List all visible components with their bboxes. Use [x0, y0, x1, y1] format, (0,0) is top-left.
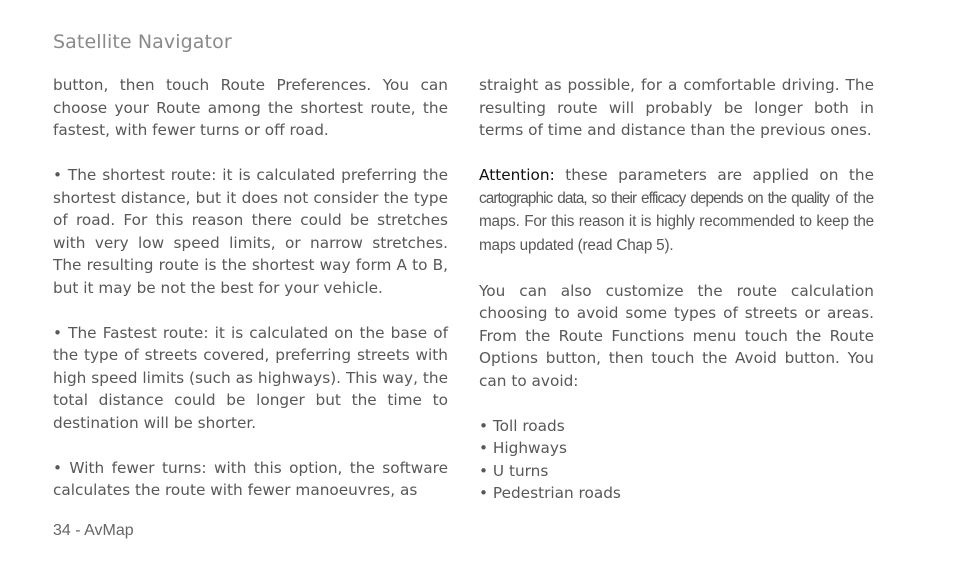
shortest-route-paragraph: • The shortest route: it is calculated preferring the shortest distance, but it does not consider the type of road. For this reason there could be stretches with very low speed limits, or narrow stretches. The resulting route is the shortest way form A to B, but it may be not the best for your vehicle. — [53, 166, 448, 297]
avoid-list — [479, 415, 874, 505]
continuation-paragraph: straight as possible, for a comfortable driving. The resulting route will probably be longer both in terms of time and distance than the previous ones. — [479, 76, 874, 139]
attention-text-part1: these parameters are applied on the — [554, 166, 874, 184]
avoid-item-toll-roads: • Toll roads — [479, 416, 565, 435]
avoid-item-pedestrian-roads: • Pedestrian roads — [479, 484, 621, 502]
customize-paragraph: You can also customize the route calculation choosing to avoid some types of streets or areas. From the Route Functions menu touch the Route Options button, then touch the Avoid button. You can to avoid: — [479, 281, 874, 390]
page-footer-label: 34 - AvMap — [53, 522, 134, 539]
fewer-turns-paragraph: • With fewer turns: with this option, the software calculates the route with fewer manoeuvres, as — [53, 458, 448, 499]
left-column — [53, 74, 448, 502]
attention-paragraph — [479, 164, 874, 257]
fastest-route-paragraph: • The Fastest route: it is calculated on the base of the type of streets covered, preferring streets with high speed limits (such as highways). This way, the total distance could be longer but the time to destination will be shorter. — [53, 323, 448, 432]
attention-text-part2: cartographic data, so their efficacy depends on the quality — [479, 189, 829, 207]
right-column — [479, 74, 874, 505]
attention-text-part3: of the maps. For this reason it is highly recommended to keep the maps updated (read Chap 5). — [479, 189, 874, 254]
avoid-item-u-turns: • U turns — [479, 461, 549, 480]
attention-label: Attention: — [479, 166, 555, 184]
page-header-title: Satellite Navigator — [53, 31, 232, 53]
intro-paragraph: button, then touch Route Preferences. You can choose your Route among the shortest route, the fastest, with fewer turns or off road. — [53, 76, 448, 139]
avoid-item-highways: • Highways — [479, 439, 567, 457]
